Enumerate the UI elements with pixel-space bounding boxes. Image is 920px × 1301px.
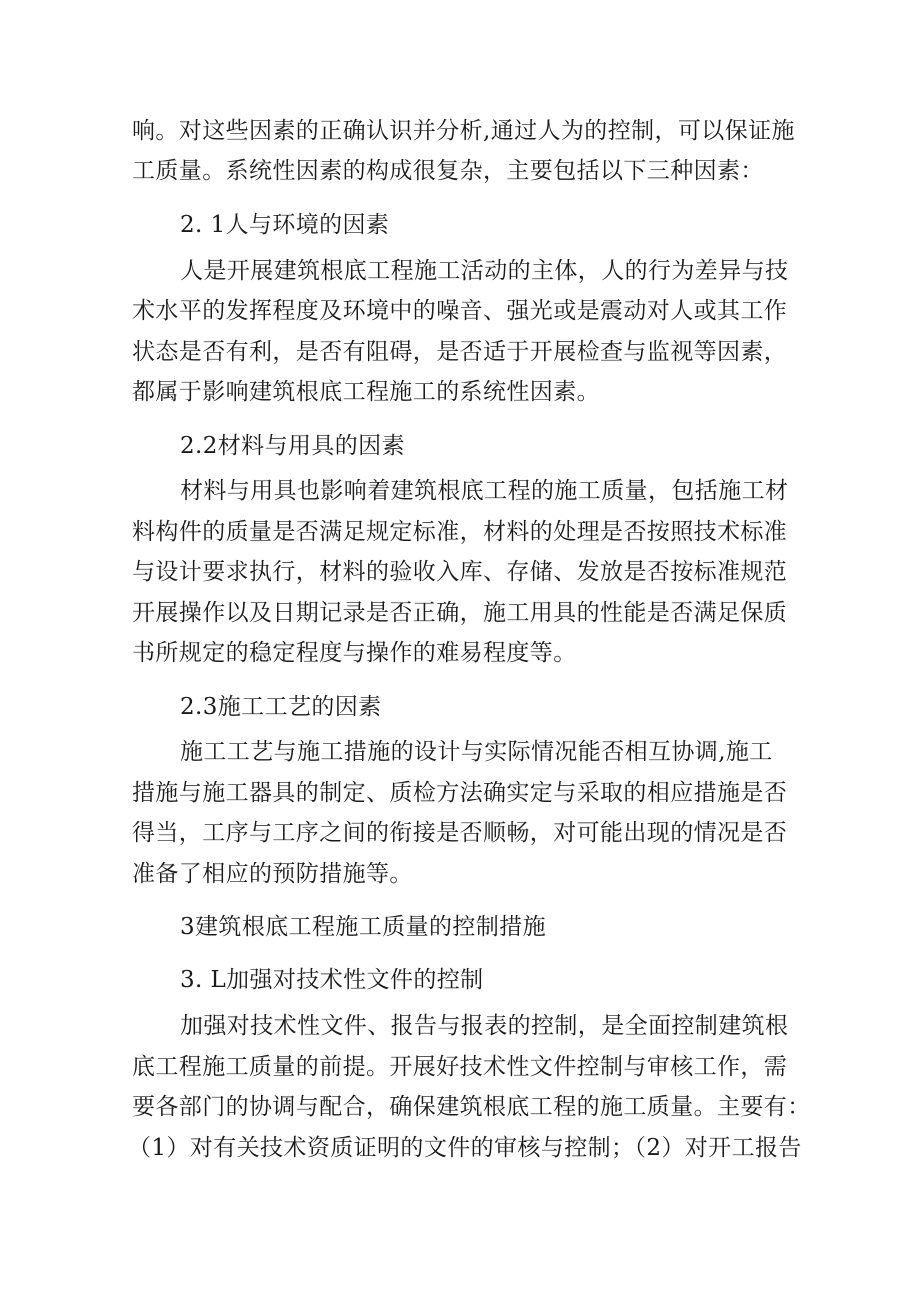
paragraph-line: 与设计要求执行，材料的验收入库、存储、发放是否按标准规范 xyxy=(132,559,788,585)
section-heading-2-1: 2. 1人与环境的因素 xyxy=(180,212,390,238)
section-heading-3-1: 3. L加强对技术性文件的控制 xyxy=(180,967,484,993)
paragraph-line: 措施与施工器具的制定、质检方法确实定与采取的相应措施是否 xyxy=(132,780,788,806)
paragraph-line: （1）对有关技术资质证明的文件的审核与控制；（2）对开工报告 xyxy=(128,1135,802,1161)
paragraph-line: 得当，工序与工序之间的衔接是否顺畅，对可能出现的情况是否 xyxy=(132,820,788,846)
paragraph-line: 书所规定的稳定程度与操作的难易程度等。 xyxy=(132,640,577,666)
paragraph-line: 准备了相应的预防措施等。 xyxy=(132,861,413,887)
paragraph-line: 工质量。系统性因素的构成很复杂，主要包括以下三种因素： xyxy=(132,158,764,184)
paragraph-line: 加强对技术性文件、报告与报表的控制，是全面控制建筑根 xyxy=(180,1013,789,1039)
paragraph-line: 人是开展建筑根底工程施工活动的主体，人的行为差异与技 xyxy=(180,258,789,284)
paragraph-line: 都属于影响建筑根底工程施工的系统性因素。 xyxy=(132,379,600,405)
paragraph-line: 开展操作以及日期记录是否正确，施工用具的性能是否满足保质 xyxy=(132,600,788,626)
paragraph-line: 施工工艺与施工措施的设计与实际情况能否相互协调,施工 xyxy=(180,739,773,765)
paragraph-line: 要各部门的协调与配合，确保建筑根底工程的施工质量。主要有： xyxy=(132,1094,811,1120)
paragraph-line: 状态是否有利，是否有阻碍，是否适于开展检查与监视等因素， xyxy=(132,339,788,365)
paragraph-line: 响。对这些因素的正确认识并分析,通过人为的控制，可以保证施 xyxy=(132,118,795,144)
section-heading-2-3: 2.3施工工艺的因素 xyxy=(180,694,382,720)
paragraph-line: 底工程施工质量的前提。开展好技术性文件控制与审核工作，需 xyxy=(132,1054,788,1080)
section-heading-2-2: 2.2材料与用具的因素 xyxy=(180,433,405,459)
paragraph-line: 材料与用具也影响着建筑根底工程的施工质量，包括施工材 xyxy=(180,478,789,504)
paragraph-line: 术水平的发挥程度及环境中的噪音、强光或是震动对人或其工作 xyxy=(132,298,788,324)
section-heading-3: 3建筑根底工程施工质量的控制措施 xyxy=(180,914,547,940)
paragraph-line: 料构件的质量是否满足规定标准，材料的处理是否按照技术标准 xyxy=(132,519,788,545)
